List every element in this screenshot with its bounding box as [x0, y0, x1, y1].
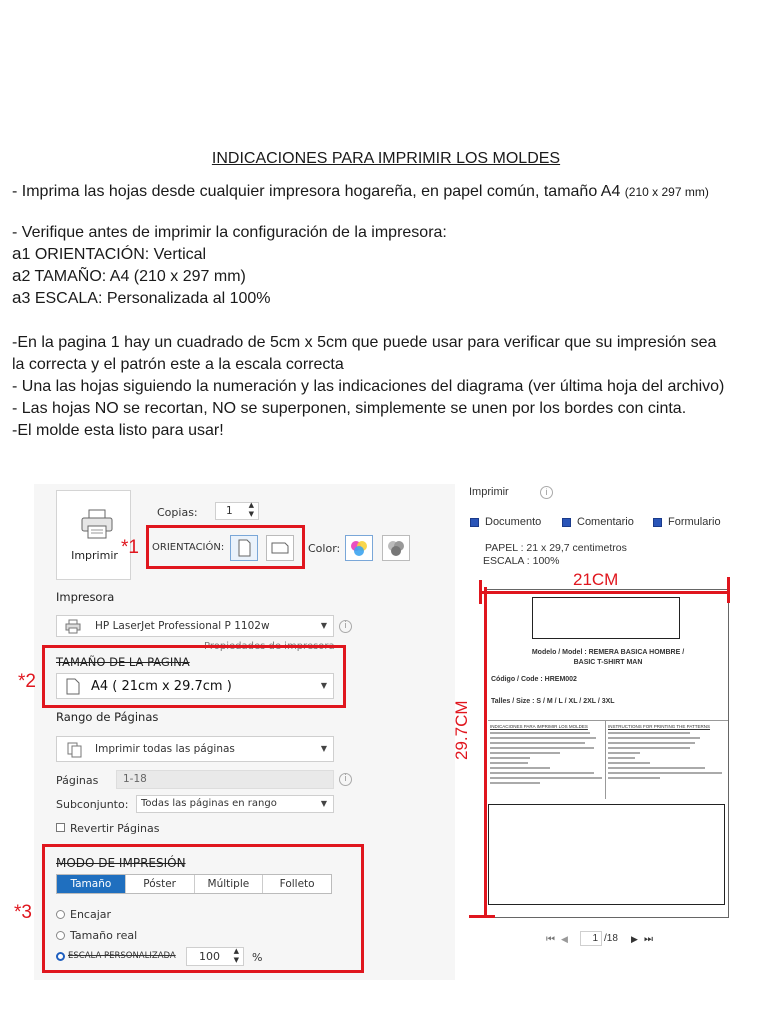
paper-size-text: PAPEL : 21 x 29,7 centimetros	[485, 542, 627, 554]
printer-section-title: Impresora	[56, 590, 115, 604]
line-a1	[12, 243, 206, 266]
scale-value: 100	[199, 950, 220, 963]
copies-stepper[interactable]	[215, 502, 259, 520]
a3-letter: a	[12, 288, 22, 307]
color-button[interactable]	[345, 535, 373, 561]
pages-input[interactable]	[116, 770, 334, 789]
printer-value: HP LaserJet Professional P 1102w	[95, 620, 270, 632]
last-page-icon[interactable]: ⏭	[644, 934, 653, 945]
page-number-input[interactable]	[580, 931, 602, 946]
print-preview-panel	[464, 482, 764, 952]
preview-diagram-box	[488, 804, 725, 905]
instructions-title: INDICACIONES PARA IMPRIMIR LOS MOLDES	[211, 150, 561, 167]
width-tick-left	[479, 580, 482, 604]
preview-sizes: Talles / Size : S / M / L / XL / 2XL / 3XL	[491, 698, 615, 705]
width-dimension-line	[479, 591, 729, 594]
page-size-title: TAMAÑO DE LA PAGINA	[56, 655, 190, 669]
line-join: - Una las hojas siguiendo la numeración y las indicaciones del diagrama (ver última hoja del archivo)	[12, 378, 725, 395]
first-page-icon[interactable]: ⏮	[546, 934, 555, 945]
printer-small-icon	[65, 619, 81, 634]
preview-code: Código / Code : HREM002	[491, 676, 577, 683]
page-total: /18	[604, 933, 618, 944]
chevron-down-icon: ▼	[320, 799, 327, 808]
preview-model-line1: Modelo / Model : REMERA BASICA HOMBRE /	[531, 649, 685, 656]
pages-icon	[67, 742, 83, 758]
preview-title: Imprimir	[469, 486, 509, 498]
copies-label: Copias:	[157, 506, 198, 519]
tab-size[interactable]: Tamaño	[57, 875, 126, 893]
scale-text: ESCALA : 100%	[483, 555, 560, 567]
page-size-value: A4 ( 21cm x 29.7cm )	[91, 679, 232, 694]
preview-model-line2: BASIC T-SHIRT MAN	[573, 659, 643, 666]
print-button[interactable]	[56, 490, 131, 580]
comment-check-label: Comentario	[577, 516, 634, 528]
annotation-3: *3	[14, 902, 32, 923]
page-size-highlight	[42, 645, 346, 708]
tab-booklet[interactable]: Folleto	[279, 878, 315, 890]
a3-text: 3 ESCALA: Personalizada al 100%	[21, 290, 271, 307]
printer-select[interactable]	[56, 615, 334, 637]
line-ready: -El molde esta listo para usar!	[12, 422, 224, 439]
color-label: Color:	[308, 542, 341, 555]
height-label: 29.7CM	[452, 700, 471, 760]
printer-properties-link[interactable]: Propiedades de impresora	[204, 641, 335, 652]
annotation-1: *1	[121, 537, 139, 558]
prev-page-icon[interactable]: ◀	[561, 934, 568, 944]
orientation-highlight	[146, 525, 305, 569]
color-circles-icon	[346, 536, 372, 560]
a2-letter: a	[12, 266, 22, 285]
height-tick-bottom	[469, 915, 495, 918]
line-printer-paper	[12, 181, 709, 204]
line1-size: (210 x 297 mm)	[624, 185, 709, 199]
preview-text-lines	[490, 731, 726, 795]
copies-value: 1	[226, 505, 233, 517]
custom-scale-label: ESCALA PERSONALIZADA	[68, 951, 176, 961]
orientation-label: ORIENTACIÓN:	[152, 542, 225, 553]
info-icon[interactable]: i	[540, 486, 553, 499]
pages-value: 1-18	[123, 773, 147, 785]
scale-unit: %	[252, 951, 263, 964]
grayscale-button[interactable]	[382, 535, 410, 561]
document-check-label: Documento	[485, 516, 542, 528]
next-page-icon[interactable]: ▶	[631, 934, 638, 944]
line-verify: - Verifique antes de imprimir la configuración de la impresora:	[12, 224, 447, 241]
width-tick-right	[727, 577, 730, 603]
form-check-label: Formulario	[668, 516, 721, 528]
height-dimension-line	[484, 587, 487, 917]
print-button-label: Imprimir	[71, 549, 118, 562]
print-mode-highlight	[42, 844, 364, 973]
subset-value: Todas las páginas en rango	[141, 798, 277, 809]
line-square-2: la correcta y el patrón este a la escala correcta	[12, 356, 344, 373]
line-square: -En la pagina 1 hay un cuadrado de 5cm x 5cm que puede usar para verificar que su impresión sea	[12, 334, 717, 351]
printer-icon	[81, 509, 113, 539]
a1-letter: a	[12, 244, 22, 263]
form-checkbox[interactable]	[653, 518, 662, 527]
chevron-down-icon: ▼	[320, 621, 327, 630]
range-value: Imprimir todas las páginas	[95, 743, 235, 755]
tab-multiple[interactable]: Múltiple	[195, 875, 264, 893]
subset-label: Subconjunto:	[56, 798, 129, 811]
document-checkbox[interactable]	[470, 518, 479, 527]
annotation-2: *2	[18, 671, 36, 692]
tab-poster[interactable]: Póster	[126, 875, 195, 893]
preview-divider	[488, 720, 728, 721]
line-no-cut: - Las hojas NO se recortan, NO se superponen, simplemente se unen por los bordes con cinta.	[12, 400, 687, 417]
chevron-down-icon: ▼	[320, 681, 327, 690]
range-section-title: Rango de Páginas	[56, 710, 159, 724]
preview-square	[532, 597, 680, 639]
stepper-arrows-icon[interactable]: ▲ ▼	[233, 947, 239, 964]
line1-text: - Imprima las hojas desde cualquier impresora hogareña, en papel común, tamaño A4	[12, 183, 621, 200]
stepper-arrows-icon[interactable]: ▲ ▼	[248, 501, 254, 518]
info-icon[interactable]: i	[339, 773, 352, 786]
line-a2	[12, 265, 246, 288]
a1-text: 1 ORIENTACIÓN: Vertical	[21, 246, 207, 263]
fit-label: Encajar	[70, 908, 112, 921]
preview-es-heading: INDICACIONES PARA IMPRIMIR LOS MOLDES	[490, 724, 588, 729]
width-label: 21CM	[573, 570, 619, 589]
line-a3	[12, 287, 271, 310]
page-current: 1	[592, 933, 598, 944]
info-icon[interactable]: i	[339, 620, 352, 633]
chevron-down-icon: ▼	[320, 744, 327, 753]
reverse-checkbox[interactable]	[56, 823, 65, 832]
preview-model	[490, 648, 726, 668]
preview-en-heading: INSTRUCTIONS FOR PRINTING THE PATTERNS	[608, 724, 711, 729]
range-select[interactable]	[56, 736, 334, 762]
pages-label: Páginas	[56, 774, 99, 787]
subset-select[interactable]	[136, 795, 334, 813]
reverse-label: Revertir Páginas	[70, 822, 160, 835]
preview-page	[485, 589, 729, 918]
a2-text: 2 TAMAÑO: A4 (210 x 297 mm)	[21, 268, 246, 285]
print-mode-title: MODO DE IMPRESIÓN	[56, 856, 186, 870]
comment-checkbox[interactable]	[562, 518, 571, 527]
gray-circles-icon	[383, 536, 409, 560]
actual-size-label: Tamaño real	[70, 929, 138, 942]
